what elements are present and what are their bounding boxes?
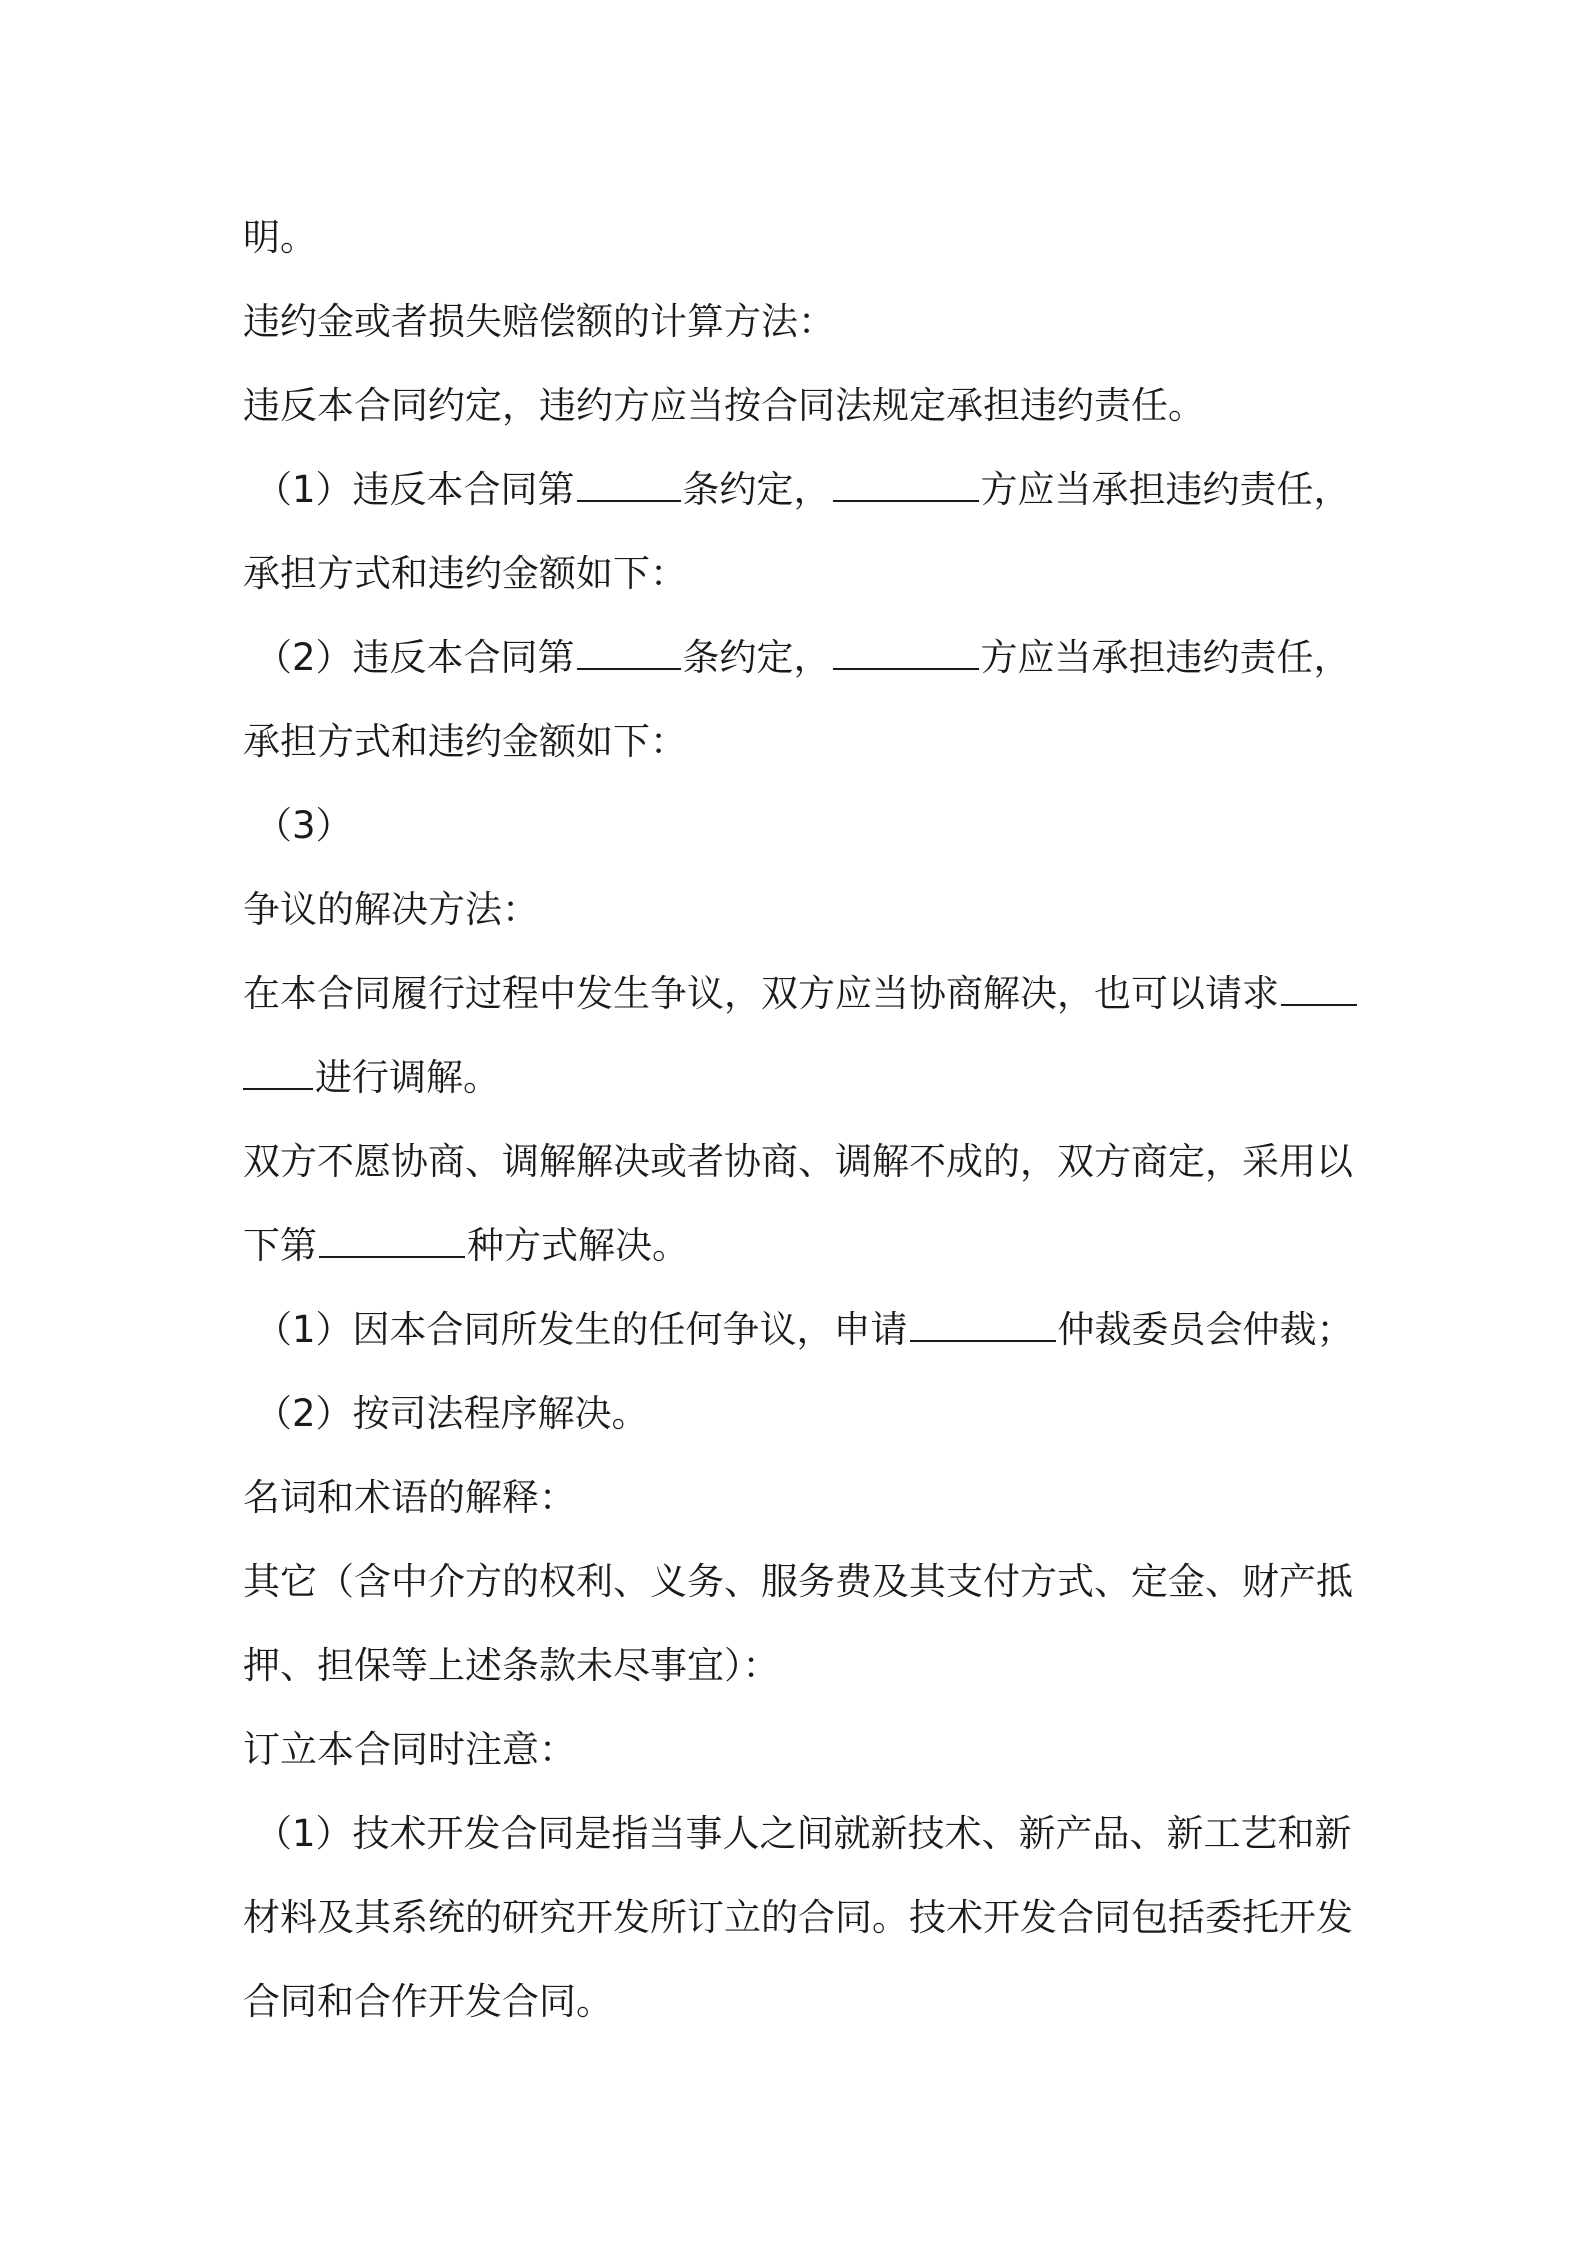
fill-in-blank[interactable] xyxy=(577,638,681,670)
fill-in-blank[interactable] xyxy=(243,1058,313,1090)
line-text: 方应当承担违约责任， xyxy=(980,636,1351,679)
line-text: 承担方式和违约金额如下： xyxy=(243,552,687,595)
line-text: 违反本合同约定，违约方应当按合同法规定承担违约责任。 xyxy=(243,384,1205,427)
fill-in-blank[interactable] xyxy=(833,638,979,670)
line-text: 名词和术语的解释： xyxy=(243,1476,576,1519)
line-text: 进行调解。 xyxy=(315,1056,500,1099)
text-line xyxy=(243,1876,1363,1960)
line-text: 订立本合同时注意： xyxy=(243,1728,576,1771)
section-heading-dispute xyxy=(243,868,1363,952)
line-text: （3） xyxy=(255,804,353,847)
text-line xyxy=(243,1204,1363,1288)
dispute-option-2 xyxy=(243,1372,1363,1456)
text-line xyxy=(243,532,1363,616)
line-text: 种方式解决。 xyxy=(467,1224,689,1267)
text-line xyxy=(243,196,1363,280)
line-text: （1）因本合同所发生的任何争议，申请 xyxy=(255,1308,908,1351)
line-text: 材料及其系统的研究开发所订立的合同。技术开发合同包括委托开发 xyxy=(243,1896,1353,1939)
line-text: 承担方式和违约金额如下： xyxy=(243,720,687,763)
section-heading-terms xyxy=(243,1456,1363,1540)
section-heading-other xyxy=(243,1540,1363,1624)
line-text: 违约金或者损失赔偿额的计算方法： xyxy=(243,300,835,343)
line-text: （1）技术开发合同是指当事人之间就新技术、新产品、新工艺和新 xyxy=(255,1812,1352,1855)
line-text: （2）按司法程序解决。 xyxy=(255,1392,649,1435)
line-text: 在本合同履行过程中发生争议，双方应当协商解决，也可以请求 xyxy=(243,972,1279,1015)
fill-in-blank[interactable] xyxy=(1281,974,1357,1006)
line-text: 条约定， xyxy=(682,636,831,679)
line-text: 合同和合作开发合同。 xyxy=(243,1980,613,2023)
document-page xyxy=(243,196,1363,2044)
clause-item-1 xyxy=(243,448,1363,532)
line-text: 仲裁委员会仲裁； xyxy=(1057,1308,1354,1351)
line-text: 条约定， xyxy=(682,468,831,511)
text-line xyxy=(243,1120,1363,1204)
text-line xyxy=(243,700,1363,784)
fill-in-blank[interactable] xyxy=(577,470,681,502)
section-heading-penalty xyxy=(243,280,1363,364)
line-text: 下第 xyxy=(243,1224,317,1267)
clause-item-2 xyxy=(243,616,1363,700)
text-line xyxy=(243,1624,1363,1708)
fill-in-blank[interactable] xyxy=(910,1310,1056,1342)
section-heading-notes xyxy=(243,1708,1363,1792)
text-line xyxy=(243,1960,1363,2044)
line-text: 方应当承担违约责任， xyxy=(980,468,1351,511)
line-text: 双方不愿协商、调解解决或者协商、调解不成的，双方商定，采用以 xyxy=(243,1140,1353,1183)
line-text: （1）违反本合同第 xyxy=(255,468,575,511)
fill-in-blank[interactable] xyxy=(833,470,979,502)
note-item-1 xyxy=(243,1792,1363,1876)
text-line xyxy=(243,1036,1363,1120)
fill-in-blank[interactable] xyxy=(319,1226,465,1258)
clause-item-3 xyxy=(243,784,1363,868)
dispute-option-1 xyxy=(243,1288,1363,1372)
line-text: 争议的解决方法： xyxy=(243,888,539,931)
line-text: （2）违反本合同第 xyxy=(255,636,575,679)
line-text: 明。 xyxy=(243,216,317,259)
text-line xyxy=(243,952,1363,1036)
line-text: 其它（含中介方的权利、义务、服务费及其支付方式、定金、财产抵 xyxy=(243,1560,1353,1603)
line-text: 押、担保等上述条款未尽事宜）： xyxy=(243,1644,780,1687)
text-line xyxy=(243,364,1363,448)
